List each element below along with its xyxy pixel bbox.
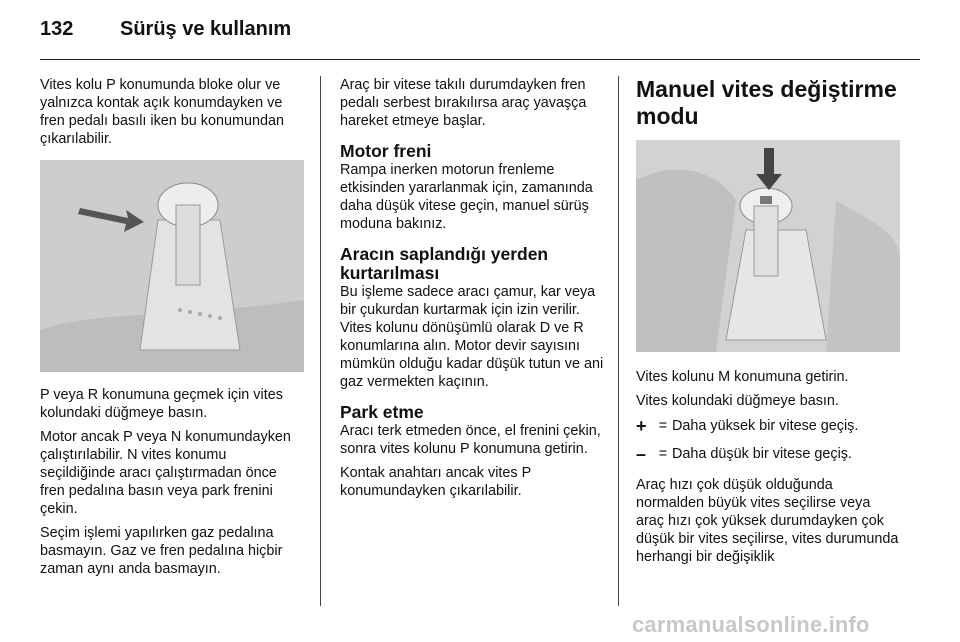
gear-lever-illustration	[40, 160, 304, 372]
manual-mode-drawing	[636, 140, 900, 352]
upshift-equals: =	[658, 418, 668, 434]
page-header	[40, 18, 920, 62]
paragraph-key-removal: Kontak anahtarı ancak vites P konumundayken çıkarılabilir.	[340, 465, 531, 499]
heading-manual-mode: Manuel vites değiştirme modu	[636, 76, 897, 129]
paragraph-speed-warning: Araç hızı çok düşük olduğunda normalden büyük vites seçilirse veya araç hızı çok yüksek durumdayken çok düşük bir vites seçilirse, vites durumunda herhangi bir değişiklik	[636, 477, 899, 565]
paragraph-creep: Araç bir vitese takılı durumdayken fren pedalı serbest bırakılırsa araç yavaşça hareket etmeye başlar.	[340, 77, 587, 129]
manual-mode-illustration	[636, 140, 900, 352]
column-2	[340, 76, 606, 500]
heading-engine-brake: Motor freni	[340, 141, 432, 161]
heading-parking: Park etme	[340, 402, 424, 422]
paragraph-press-button: Vites kolundaki düğmeye basın.	[636, 393, 839, 409]
column-3	[636, 76, 902, 566]
paragraph-engine-brake: Rampa inerken motorun frenleme etkisinden yararlanmak için, zamanında daha düşük vitese geçin, manuel sürüş moduna bakınız.	[340, 162, 593, 232]
paragraph-p-lock: Vites kolu P konumunda bloke olur ve yalnızca kontak açık konumdayken ve fren pedalı basılı iken bu konumundan çıkarılabilir.	[40, 77, 285, 147]
plus-icon: +	[636, 416, 647, 436]
paragraph-rocking: Bu işleme sadece aracı çamur, kar veya bir çukurdan kurtarmak için izin verilir. Vites kolunu dönüşümlü olarak D ve R konumlarına alın. Motor devir sayısını mümkün olduğu kadar düşük tutun ve ani gaz vermekten kaçının.	[340, 284, 604, 390]
upshift-text: Daha yüksek bir vitese geçiş.	[672, 418, 859, 434]
downshift-row	[636, 444, 902, 464]
header-divider	[40, 59, 920, 60]
watermark: carmanualsonline.info	[632, 612, 870, 637]
paragraph-pedal-warning: Seçim işlemi yapılırken gaz pedalına basmayın. Gaz ve fren pedalına hiçbir zaman aynı anda basmayın.	[40, 525, 283, 577]
page-number: 132	[40, 18, 74, 40]
section-title: Sürüş ve kullanım	[120, 18, 292, 40]
heading-rocking: Aracın saplandığı yerden kurtarılması	[340, 244, 549, 283]
gear-lever-drawing	[40, 160, 304, 372]
downshift-text: Daha düşük bir vitese geçiş.	[672, 446, 852, 462]
column-divider-1	[320, 76, 321, 606]
paragraph-p-r-shift: P veya R konumuna geçmek için vites kolundaki düğmeye basın.	[40, 387, 283, 421]
downshift-equals: =	[658, 446, 668, 462]
paragraph-engine-start: Motor ancak P veya N konumundayken çalıştırılabilir. N vites konumu seçildiğinde aracı çalıştırmadan önce fren pedalına basın veya park frenini çekin.	[40, 429, 291, 517]
column-1	[40, 76, 304, 578]
column-divider-2	[618, 76, 619, 606]
upshift-row	[636, 416, 902, 436]
paragraph-parking: Aracı terk etmeden önce, el frenini çekin, sonra vites kolunu P konumuna getirin.	[340, 423, 601, 457]
minus-icon: –	[636, 444, 647, 464]
paragraph-select-m: Vites kolunu M konumuna getirin.	[636, 369, 849, 385]
